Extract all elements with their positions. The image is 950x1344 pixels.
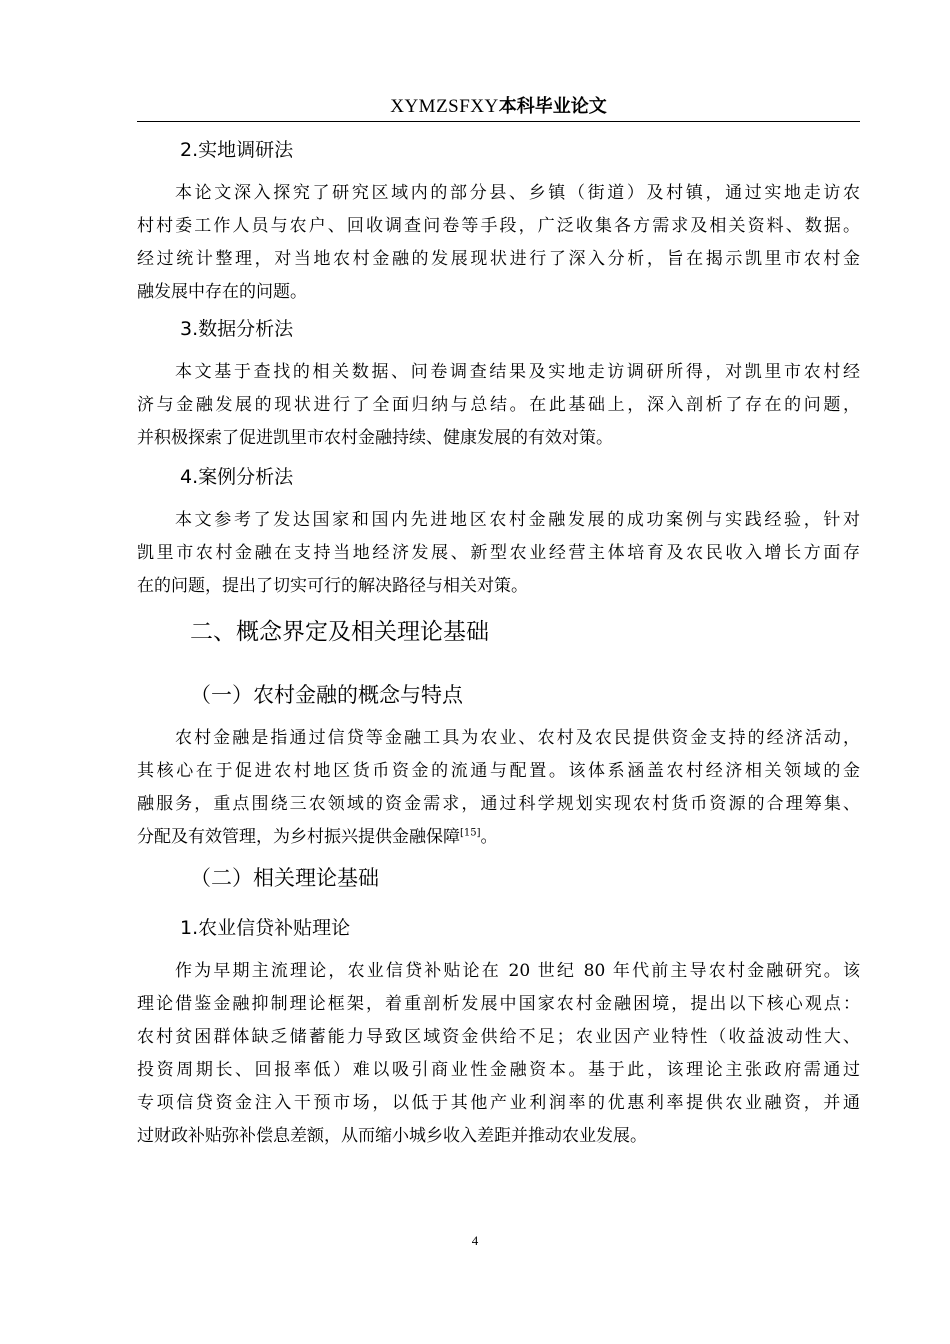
text-line: 作为早期主流理论，农业信贷补贴论在 20 世纪 80 年代前主导农村金融研究。该 (175, 961, 860, 981)
heading-data-analysis: 3.数据分析法 (180, 318, 294, 340)
text-line: 济与金融发展的现状进行了全面归纳与总结。在此基础上，深入剖析了存在的问题， (137, 395, 860, 415)
subsection-heading-rural-finance: （一）农村金融的概念与特点 (190, 683, 463, 707)
text-line: 本文参考了发达国家和国内先进地区农村金融发展的成功案例与实践经验，针对 (175, 510, 860, 530)
heading-case-analysis: 4.案例分析法 (180, 466, 294, 488)
text-line: 过财政补贴弥补偿息差额，从而缩小城乡收入差距并推动农业发展。 (137, 1126, 647, 1146)
heading-agri-credit-subsidy: 1.农业信贷补贴理论 (180, 917, 351, 939)
text-line: 其核心在于促进农村地区货币资金的流通与配置。该体系涵盖农村经济相关领域的金 (137, 761, 860, 781)
heading-field-research: 2.实地调研法 (180, 139, 294, 161)
text-line: 融发展中存在的问题。 (137, 282, 307, 302)
paragraph-data-analysis (137, 356, 860, 455)
running-header (137, 92, 860, 122)
paragraph-rural-finance (137, 722, 860, 854)
paragraph-field-research (137, 177, 860, 309)
chapter-heading: 二、概念界定及相关理论基础 (190, 619, 489, 645)
text-line: 凯里市农村金融在支持当地经济发展、新型农业经营主体培育及农民收入增长方面存 (137, 543, 860, 563)
text-line: 在的问题，提出了切实可行的解决路径与相关对策。 (137, 576, 528, 596)
paragraph-case-analysis (137, 504, 860, 603)
paragraph-agri-credit-subsidy (137, 955, 860, 1153)
text-line: 本论文深入探究了研究区域内的部分县、乡镇（街道）及村镇，通过实地走访农 (175, 183, 860, 203)
text-line (137, 821, 860, 854)
header-school-code: XYMZSFXY (390, 96, 499, 117)
text-line: 经过统计整理，对当地农村金融的发展现状进行了深入分析，旨在揭示凯里市农村金 (137, 249, 860, 269)
text-line: 并积极探索了促进凯里市农村金融持续、健康发展的有效对策。 (137, 428, 613, 448)
text-line: 本文基于查找的相关数据、问卷调查结果及实地走访调研所得，对凯里市农村经 (175, 362, 860, 382)
text-fragment: 分配及有效管理，为乡村振兴提供金融保障 (137, 827, 460, 847)
text-line: 投资周期长、回报率低）难以吸引商业性金融资本。基于此，该理论主张政府需通过 (137, 1060, 860, 1080)
text-line: 农村贫困群体缺乏储蓄能力导致区域资金供给不足；农业因产业特性（收益波动性大、 (137, 1027, 860, 1047)
text-line: 专项信贷资金注入干预市场，以低于其他产业利润率的优惠利率提供农业融资，并通 (137, 1093, 860, 1113)
text-line: 融服务，重点围绕三农领域的资金需求，通过科学规划实现农村货币资源的合理筹集、 (137, 794, 860, 814)
text-line: 农村金融是指通过信贷等金融工具为农业、农村及农民提供资金支持的经济活动， (175, 728, 860, 748)
citation-ref: [15] (460, 827, 481, 839)
header-title: 本科毕业论文 (498, 96, 607, 117)
text-line: 理论借鉴金融抑制理论框架，着重剖析发展中国家农村金融困境，提出以下核心观点： (137, 994, 860, 1014)
text-fragment: 。 (480, 827, 498, 847)
page-number: 4 (471, 1233, 479, 1248)
text-line: 村村委工作人员与农户、回收调查问卷等手段，广泛收集各方需求及相关资料、数据。 (137, 216, 860, 236)
subsection-heading-theory: （二）相关理论基础 (190, 866, 379, 890)
